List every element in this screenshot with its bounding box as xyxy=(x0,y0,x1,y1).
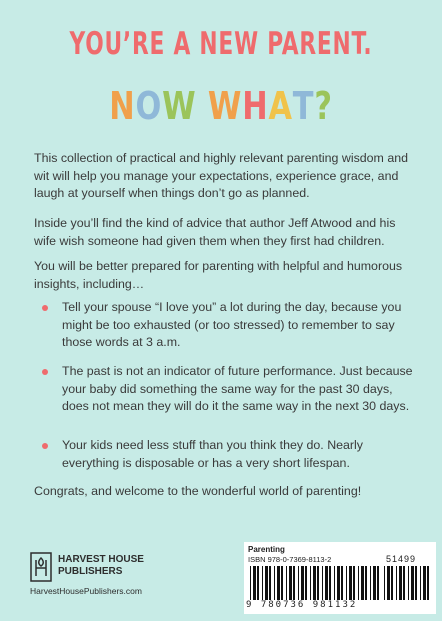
barcode-bar xyxy=(313,566,316,600)
bullet-dot-icon xyxy=(42,369,48,375)
barcode-bar xyxy=(361,566,364,600)
insights-paragraph: You will be better prepared for parenting with helpful and humorous insights, including… xyxy=(34,259,403,291)
barcode-bar xyxy=(334,566,335,600)
barcode-bar xyxy=(411,566,414,600)
barcode-bar xyxy=(265,566,268,600)
bullet-item xyxy=(62,437,422,472)
barcode-bar xyxy=(274,566,275,600)
barcode-bar xyxy=(384,566,385,600)
barcode-bar xyxy=(396,566,397,600)
barcode-bar xyxy=(257,566,259,600)
barcode-bar xyxy=(250,566,251,600)
bullet-text: Your kids need less stuff than you think they do. Nearly everything is disposable or has a very short lifespan. xyxy=(62,438,363,470)
barcode-bar xyxy=(358,566,359,600)
barcode-bar xyxy=(408,566,409,600)
barcode-bar xyxy=(329,566,331,600)
headline-line-2 xyxy=(44,84,398,128)
headline-letter: T xyxy=(292,84,315,128)
barcode-digits: 9 780736 981132 xyxy=(246,600,358,610)
barcode-bar xyxy=(341,566,343,600)
barcode-bar xyxy=(286,566,287,600)
barcode-bar xyxy=(293,566,295,600)
barcode-bar xyxy=(391,566,393,600)
barcode-bar xyxy=(262,566,263,600)
bullet-dot-icon xyxy=(42,305,48,311)
barcode-bar xyxy=(337,566,340,600)
barcode-bar xyxy=(365,566,367,600)
bullet-dot-icon xyxy=(42,443,48,449)
headline-letter: W xyxy=(162,84,197,128)
publisher-url: HarvestHousePublishers.com xyxy=(30,586,142,596)
barcode-panel xyxy=(244,542,436,614)
barcode-bar xyxy=(325,566,328,600)
isbn-barcode-icon xyxy=(250,566,380,602)
publisher-name xyxy=(58,554,178,578)
barcode-bar xyxy=(387,566,390,600)
intro-paragraph: This collection of practical and highly relevant parenting wisdom and wit will help you manage your expectations, experience grace, and laugh at yourself when things don’t go as planned. xyxy=(34,151,408,200)
barcode-bar xyxy=(301,566,304,600)
barcode-isbn: ISBN 978-0-7369-8113-2 xyxy=(248,555,332,564)
barcode-bar xyxy=(298,566,299,600)
barcode-bar xyxy=(370,566,371,600)
closing-paragraph: Congrats, and welcome to the wonderful world of parenting! xyxy=(34,484,362,498)
barcode-bar xyxy=(322,566,323,600)
barcode-bar xyxy=(269,566,271,600)
barcode-bar xyxy=(281,566,283,600)
barcode-bar xyxy=(317,566,319,600)
publisher-name-line-2: PUBLISHERS xyxy=(58,566,123,577)
bullet-text: The past is not an indicator of future performance. Just because your baby did something the same way for the past 30 days, does not mean they will do it the same way in the next 30 days. xyxy=(62,364,413,413)
headline-letter: O xyxy=(135,84,163,128)
bullet-item xyxy=(62,363,422,416)
headline-letter: W xyxy=(207,84,243,128)
harvest-house-logo-icon xyxy=(30,552,52,582)
price-barcode-icon xyxy=(384,566,432,602)
barcode-bar xyxy=(346,566,347,600)
barcode-bar xyxy=(403,566,405,600)
author-paragraph: Inside you’ll find the kind of advice that author Jeff Atwood and his wife wish someone had given them when they first had children. xyxy=(34,216,396,248)
barcode-bar xyxy=(310,566,311,600)
barcode-bar xyxy=(277,566,280,600)
headline-letter: ? xyxy=(314,84,333,128)
publisher-name-line-1: HARVEST HOUSE xyxy=(58,554,144,565)
barcode-bar xyxy=(427,566,429,600)
headline-letter: A xyxy=(268,84,293,128)
headline-letter xyxy=(196,84,207,128)
barcode-bar xyxy=(377,566,379,600)
barcode-bar xyxy=(305,566,307,600)
barcode-bar xyxy=(423,566,426,600)
barcode-bar xyxy=(289,566,292,600)
headline-letter: N xyxy=(109,84,136,128)
barcode-bar xyxy=(373,566,376,600)
barcode-bar xyxy=(420,566,421,600)
barcode-bar xyxy=(399,566,402,600)
barcode-price-code: 51499 xyxy=(386,554,417,564)
barcode-bar xyxy=(415,566,417,600)
bullet-item xyxy=(62,299,422,352)
headline-line-1: YOU’RE A NEW PARENT. xyxy=(69,26,373,62)
barcode-category: Parenting xyxy=(248,545,285,554)
barcode-bar xyxy=(353,566,355,600)
headline-letter: H xyxy=(242,84,269,128)
bullet-text: Tell your spouse “I love you” a lot during the day, because you might be too exhausted (or too stressed) to remember to say those words at 3 a.m. xyxy=(62,300,402,349)
barcode-bar xyxy=(253,566,256,600)
barcode-bar xyxy=(349,566,352,600)
